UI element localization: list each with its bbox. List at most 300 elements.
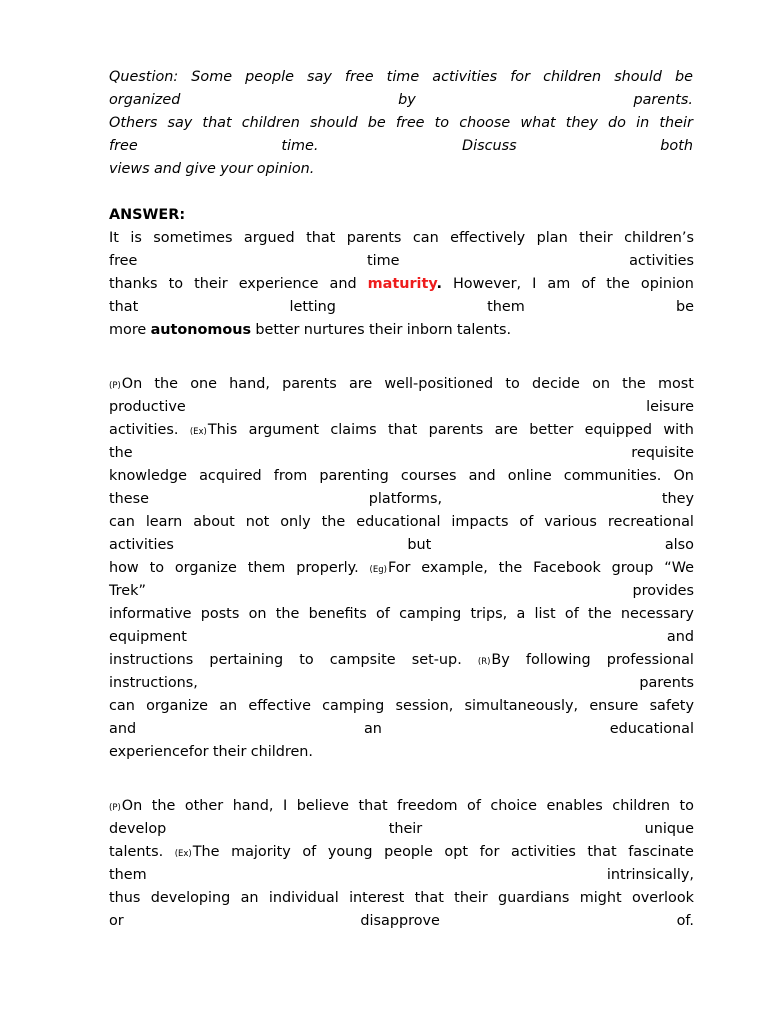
word-text: in (636, 115, 650, 131)
word (581, 273, 595, 296)
word (413, 227, 439, 250)
word (242, 112, 300, 135)
body2-line (109, 795, 694, 818)
word (109, 626, 187, 649)
word (255, 319, 299, 342)
word (248, 695, 311, 718)
word-text: of (519, 514, 534, 530)
word-text: Question: (109, 69, 179, 85)
word (175, 557, 237, 580)
word (511, 841, 576, 864)
word (388, 419, 417, 442)
word (429, 419, 484, 442)
word (299, 649, 313, 672)
word-text: with (663, 422, 694, 438)
word (109, 373, 142, 396)
word (109, 695, 135, 718)
word-text: to (434, 115, 450, 131)
word-text: of (581, 276, 596, 292)
word-text: requisite (631, 445, 694, 461)
word-text: time (366, 253, 400, 269)
word-text: parents. (633, 92, 693, 108)
body1-line (109, 741, 694, 764)
word (109, 795, 142, 818)
word-text: parents (639, 675, 694, 691)
word (478, 649, 510, 672)
word (306, 227, 335, 250)
word-text: of. (676, 913, 694, 929)
word-text: platforms, (368, 491, 443, 507)
word (499, 557, 523, 580)
word-text: a (516, 606, 526, 622)
word (167, 112, 192, 135)
word (407, 534, 431, 557)
word (367, 250, 400, 273)
word-text: not (245, 514, 270, 530)
word-text: the (498, 560, 523, 576)
word (289, 296, 335, 319)
word (239, 273, 319, 296)
word-text: For (387, 560, 411, 576)
word-text: courses (400, 468, 457, 484)
word (364, 718, 382, 741)
word-text: provides (632, 583, 694, 599)
word (639, 672, 694, 695)
body1-line (109, 718, 694, 741)
word-text: organize (174, 560, 237, 576)
word (109, 841, 163, 864)
question-line (109, 66, 693, 89)
word (109, 419, 178, 442)
word (680, 795, 694, 818)
word (587, 841, 616, 864)
word (398, 89, 416, 112)
punctuation: . (436, 276, 442, 292)
word (328, 841, 373, 864)
word (397, 795, 457, 818)
word (109, 887, 140, 910)
word (209, 649, 283, 672)
word (169, 273, 183, 296)
word (516, 603, 525, 626)
word (660, 135, 693, 158)
word (154, 158, 181, 181)
body1-line (109, 580, 694, 603)
word-text: talents. (109, 844, 164, 860)
word-text: unique (644, 821, 694, 837)
word-text: organized (109, 92, 181, 108)
word-text: equipment (109, 629, 187, 645)
word-text: example, (421, 560, 488, 576)
word-text: that (587, 844, 617, 860)
word-text: sometimes (153, 230, 233, 246)
word-text: This (207, 422, 238, 438)
word (462, 135, 517, 158)
word-text: their (454, 890, 488, 906)
word-text: online (507, 468, 552, 484)
word (219, 695, 237, 718)
word-text: the (154, 376, 179, 392)
word (151, 887, 231, 910)
word-text: children. (250, 744, 313, 760)
question-line (109, 112, 693, 135)
intro-line (109, 227, 694, 250)
word (302, 841, 316, 864)
word-text: On (673, 468, 694, 484)
word (384, 841, 433, 864)
word (109, 89, 180, 112)
word-text: parents (346, 230, 402, 246)
word-text: them (247, 560, 286, 576)
word (664, 557, 694, 580)
word (407, 319, 453, 342)
word (535, 603, 556, 626)
word (282, 373, 337, 396)
word (109, 718, 136, 741)
word-text: well-positioned (384, 376, 494, 392)
word-text: and (153, 161, 182, 177)
word-text: time. (281, 138, 319, 154)
word-text: your (220, 161, 253, 177)
word-text: Discuss (462, 138, 517, 154)
word (675, 66, 693, 89)
word-text: guardians (498, 890, 570, 906)
word-text: say (167, 115, 193, 131)
document-page (109, 66, 694, 933)
word-text: to (679, 798, 694, 814)
word (612, 795, 670, 818)
word (663, 419, 694, 442)
word-text: intrinsically, (606, 867, 694, 883)
word (213, 741, 247, 764)
word-text: activities. (109, 422, 179, 438)
word (508, 465, 552, 488)
word (330, 273, 357, 296)
word (109, 158, 150, 181)
word-text: only (280, 514, 311, 530)
word (421, 557, 488, 580)
word-text: from (273, 468, 308, 484)
word (201, 603, 240, 626)
word (453, 273, 521, 296)
word (245, 66, 294, 89)
word (202, 112, 231, 135)
word-text: young (327, 844, 373, 860)
word (376, 603, 390, 626)
intro-line (109, 319, 694, 342)
word (249, 419, 319, 442)
word (450, 227, 525, 250)
word-text: acquired (199, 468, 262, 484)
question-line (109, 158, 693, 181)
word-text: ensure (589, 698, 639, 714)
body1-line (109, 695, 694, 718)
word (109, 580, 146, 603)
word-text: do (608, 115, 626, 131)
word (495, 419, 518, 442)
word (231, 841, 291, 864)
word-text: plan (536, 230, 568, 246)
word-text: be (367, 115, 386, 131)
word-text: following (525, 652, 591, 668)
word-text: are (494, 422, 518, 438)
word (358, 795, 387, 818)
word-text: of (302, 844, 317, 860)
word-text: they (565, 115, 598, 131)
word-text: of (376, 606, 390, 622)
word-text: By (491, 652, 510, 668)
word-text: camping (399, 606, 462, 622)
word-text: time (386, 69, 420, 85)
word-text: of (564, 606, 579, 622)
word (369, 488, 442, 511)
question-line (109, 135, 693, 158)
word (330, 649, 396, 672)
word (152, 795, 176, 818)
word-text: “We (664, 560, 694, 576)
word-text: their (388, 821, 423, 837)
word (399, 603, 461, 626)
word (505, 373, 519, 396)
word (592, 373, 610, 396)
word (109, 135, 138, 158)
word (281, 135, 318, 158)
word-text: productive (109, 399, 186, 415)
word (190, 419, 237, 442)
word-text: parents (428, 422, 484, 438)
word-text: opinion (640, 276, 694, 292)
word-text: posts (200, 606, 240, 622)
word-text: should (614, 69, 662, 85)
word (645, 818, 694, 841)
word (519, 511, 533, 534)
word (151, 319, 252, 342)
word-text: say (307, 69, 332, 85)
word (658, 373, 694, 396)
word (109, 534, 174, 557)
word-text: people (245, 69, 294, 85)
word (387, 66, 420, 89)
word (543, 66, 601, 89)
paragraph-marker: (Ex) (174, 849, 192, 859)
word-text: organize (146, 698, 209, 714)
word-text: effective (248, 698, 311, 714)
word-text: safety (649, 698, 694, 714)
word-text: their (368, 322, 403, 338)
word (529, 419, 573, 442)
word-text: the (109, 445, 133, 461)
word (109, 442, 133, 465)
word (360, 910, 440, 933)
question-line (109, 89, 693, 112)
word (319, 465, 388, 488)
word-text: what (520, 115, 556, 131)
word-text: On (121, 798, 143, 814)
word-text: an (219, 698, 238, 714)
word (579, 227, 613, 250)
word (109, 910, 124, 933)
word (490, 795, 537, 818)
word-text: interest (349, 890, 405, 906)
word (467, 795, 481, 818)
word-text: the (622, 376, 646, 392)
word-text: decide (532, 376, 580, 392)
word (241, 887, 259, 910)
word-text: believe (296, 798, 349, 814)
body1-line (109, 396, 694, 419)
word-text: argument (248, 422, 320, 438)
word (470, 603, 507, 626)
word-text: recreational (607, 514, 694, 530)
word (480, 841, 500, 864)
word-text: claims (330, 422, 377, 438)
word-text: should (309, 115, 358, 131)
word (345, 66, 374, 89)
body-paragraph-1 (109, 373, 694, 764)
intro-line (109, 250, 694, 273)
word-text: an (363, 721, 382, 737)
word (199, 465, 262, 488)
body1-line (109, 603, 694, 626)
word (109, 465, 187, 488)
word-text: session, (395, 698, 454, 714)
word (370, 557, 411, 580)
word (650, 695, 694, 718)
word (677, 910, 694, 933)
word (109, 649, 193, 672)
word (607, 649, 694, 672)
body1-line (109, 534, 694, 557)
word (297, 795, 349, 818)
body1-line (109, 442, 694, 465)
word-text: free (109, 138, 138, 154)
word (249, 603, 267, 626)
word-text: activities (629, 253, 694, 269)
word (307, 66, 332, 89)
word-text: activities (510, 844, 576, 860)
word (130, 227, 142, 250)
word-text: campsite (329, 652, 396, 668)
word-text: freedom (397, 798, 458, 814)
word-text: that (202, 115, 232, 131)
word (510, 66, 530, 89)
word-text: are (348, 376, 373, 392)
body1-line (109, 373, 694, 396)
word (150, 557, 164, 580)
body2-line (109, 864, 694, 887)
word (532, 373, 580, 396)
word-text: and (468, 468, 496, 484)
word-text: fascinate (628, 844, 694, 860)
word-text: that (358, 798, 388, 814)
word-text: instructions, (109, 675, 198, 691)
word (349, 373, 372, 396)
word (190, 373, 217, 396)
word-text: opt (444, 844, 469, 860)
paragraph-marker: (Eg) (369, 565, 387, 575)
word-text: their (194, 276, 228, 292)
word-text: the (275, 606, 300, 622)
word (633, 89, 693, 112)
word (588, 603, 612, 626)
word (229, 373, 270, 396)
word (109, 741, 209, 764)
word-text: free (395, 115, 425, 131)
word-text: might (579, 890, 622, 906)
word-text: and (329, 276, 357, 292)
word-text: views (109, 161, 150, 177)
word-text: instructions (109, 652, 194, 668)
word (641, 273, 694, 296)
word-text: necessary (620, 606, 694, 622)
word (628, 841, 694, 864)
word (109, 603, 192, 626)
word (185, 158, 216, 181)
word-text: free (109, 253, 138, 269)
word-text: and (666, 629, 694, 645)
word-text: educational (356, 514, 441, 530)
word (415, 887, 444, 910)
body1-line (109, 557, 694, 580)
word-text: experiencefor (109, 744, 209, 760)
word (246, 511, 270, 534)
word-text: hand, (229, 376, 270, 392)
word (621, 603, 694, 626)
word-text: about (193, 514, 235, 530)
word (109, 672, 198, 695)
word-text: learn (145, 514, 183, 530)
word (498, 887, 569, 910)
word (296, 557, 358, 580)
word (153, 227, 232, 250)
word-text: for (479, 844, 500, 860)
word-text: thanks (109, 276, 158, 292)
word-text: that (387, 422, 418, 438)
intro-line (109, 296, 694, 319)
word-text: choice (490, 798, 537, 814)
word-text: leisure (646, 399, 694, 415)
word (109, 818, 166, 841)
word (233, 795, 274, 818)
word (632, 580, 694, 603)
word-text: professional (606, 652, 694, 668)
word-text: to (168, 276, 184, 292)
word-text: Some (191, 69, 233, 85)
word (646, 396, 694, 419)
word-text: The (192, 844, 220, 860)
word-text: children (241, 115, 300, 131)
word-text: majority (231, 844, 291, 860)
word (395, 695, 453, 718)
word (532, 273, 536, 296)
word-text: I (532, 276, 537, 292)
word-text: argued (243, 230, 295, 246)
word (547, 795, 603, 818)
word-text: can (109, 514, 135, 530)
body2-line (109, 910, 694, 933)
word-text: disapprove (360, 913, 440, 929)
word-text: children (543, 69, 602, 85)
word-text: is (130, 230, 142, 246)
word (457, 319, 511, 342)
word-text: children’s (624, 230, 694, 246)
word (109, 511, 135, 534)
word-text: that (414, 890, 444, 906)
body1-line (109, 649, 694, 672)
word (526, 649, 591, 672)
word (608, 112, 626, 135)
word-text: for (510, 69, 530, 85)
